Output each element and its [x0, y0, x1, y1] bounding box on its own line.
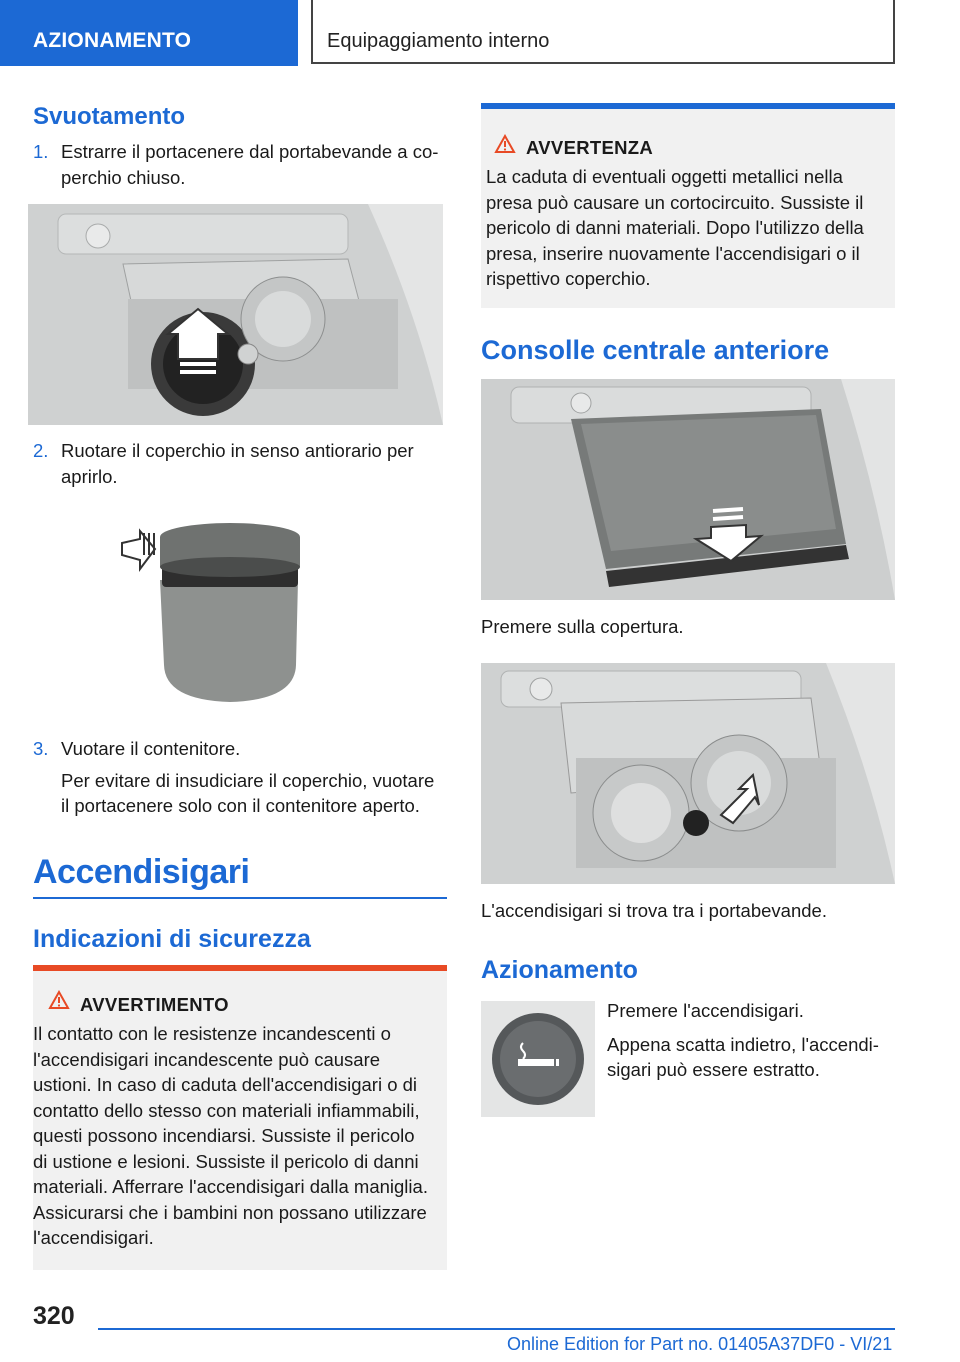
warning-line: La caduta di eventuali oggetti metallici nella [486, 166, 843, 187]
caption-cover: Premere sulla copertura. [481, 616, 684, 637]
heading-underline [33, 897, 447, 899]
step-3-line-1: Vuotare il contenitore. [61, 738, 241, 759]
header-chapter-label: Equipaggiamento interno [327, 30, 550, 52]
warning-line: ustioni. In caso di caduta dell'accendisigari o di [33, 1074, 418, 1095]
step-3-number: 3. [33, 738, 49, 759]
footer-edition: Online Edition for Part no. 01405A37DF0 - VI/21 [507, 1334, 893, 1354]
warning-bar [33, 965, 447, 971]
step-3-note-line-1: Per evitare di insudiciare il coperchio, vuotare [61, 769, 435, 791]
warning-box-avvertimento [33, 965, 447, 1270]
ashtray-rotate-image [110, 515, 310, 705]
accendisigari-heading: Accendisigari [33, 853, 250, 891]
warning-line: Il contatto con le resistenze incandescenti o [33, 1023, 391, 1044]
sicurezza-heading: Indicazioni di sicurezza [33, 925, 311, 953]
warning-title: AVVERTENZA [526, 137, 654, 158]
ashtray-removal-image [28, 204, 443, 425]
warning-text [33, 1021, 447, 1251]
header-chapter-box [311, 0, 895, 64]
caption-lighter-location: L'accendisigari si trova tra i portabevande. [481, 900, 827, 921]
warning-line: rispettivo coperchio. [486, 268, 651, 289]
warning-line: Assicurarsi che i bambini non possano utilizzare [33, 1201, 427, 1223]
warning-line: di ustione e lesioni. Sussiste il pericolo di danni [33, 1150, 419, 1172]
warning-line: l'accendisigari incandescente può causare [33, 1048, 381, 1070]
azionamento-line-3: sigari può essere estratto. [607, 1059, 820, 1080]
warning-line: contatto dello stesso con materiali infiammabili, [33, 1099, 420, 1121]
warning-line: questi possono incendiarsi. Sussiste il pericolo [33, 1125, 415, 1146]
cigarette-lighter-image [481, 1001, 595, 1117]
step-3-note-line-2: il portacenere solo con il contenitore aperto. [61, 795, 420, 816]
warning-box-avvertenza [481, 103, 895, 308]
azionamento-line-2: Appena scatta indietro, l'accendi- [607, 1034, 879, 1055]
step-2-line-2: aprirlo. [61, 465, 118, 487]
consolle-heading: Consolle centrale anteriore [481, 335, 830, 365]
header-section-label: AZIONAMENTO [33, 29, 192, 52]
warning-line: pericolo di danni materiali. Dopo l'utilizzo della [486, 217, 864, 238]
step-3-text [61, 736, 451, 819]
step-2-number: 2. [33, 440, 49, 461]
warning-triangle-icon [494, 134, 516, 159]
step-1-text [61, 139, 451, 190]
console-cover-image [481, 379, 895, 600]
warning-bar [481, 103, 895, 109]
warning-triangle-icon [48, 990, 70, 1015]
warning-line: presa, inserire nuovamente l'accendisigari o il [486, 242, 860, 264]
cigarette-lighter-location-image [481, 663, 895, 884]
azionamento-heading: Azionamento [481, 956, 638, 984]
warning-title: AVVERTIMENTO [80, 994, 229, 1015]
warning-line: materiali. Afferrare l'accendisigari dalla maniglia. [33, 1176, 428, 1197]
footer-rule [98, 1328, 895, 1330]
warning-text [486, 164, 895, 292]
step-1-number: 1. [33, 141, 49, 162]
header-section-tab [0, 0, 298, 66]
step-2-line-1: Ruotare il coperchio in senso antiorario per [61, 440, 414, 461]
step-2-text [61, 438, 451, 489]
step-1-line-1: Estrarre il portacenere dal portabevande a co- [61, 141, 439, 162]
warning-line: presa può causare un cortocircuito. Sussiste il [486, 191, 864, 213]
page-number: 320 [33, 1302, 75, 1330]
warning-line: l'accendisigari. [33, 1227, 154, 1248]
step-1-line-2: perchio chiuso. [61, 166, 186, 188]
azionamento-line-1: Premere l'accendisigari. [607, 1000, 804, 1021]
svuotamento-heading: Svuotamento [33, 103, 186, 130]
